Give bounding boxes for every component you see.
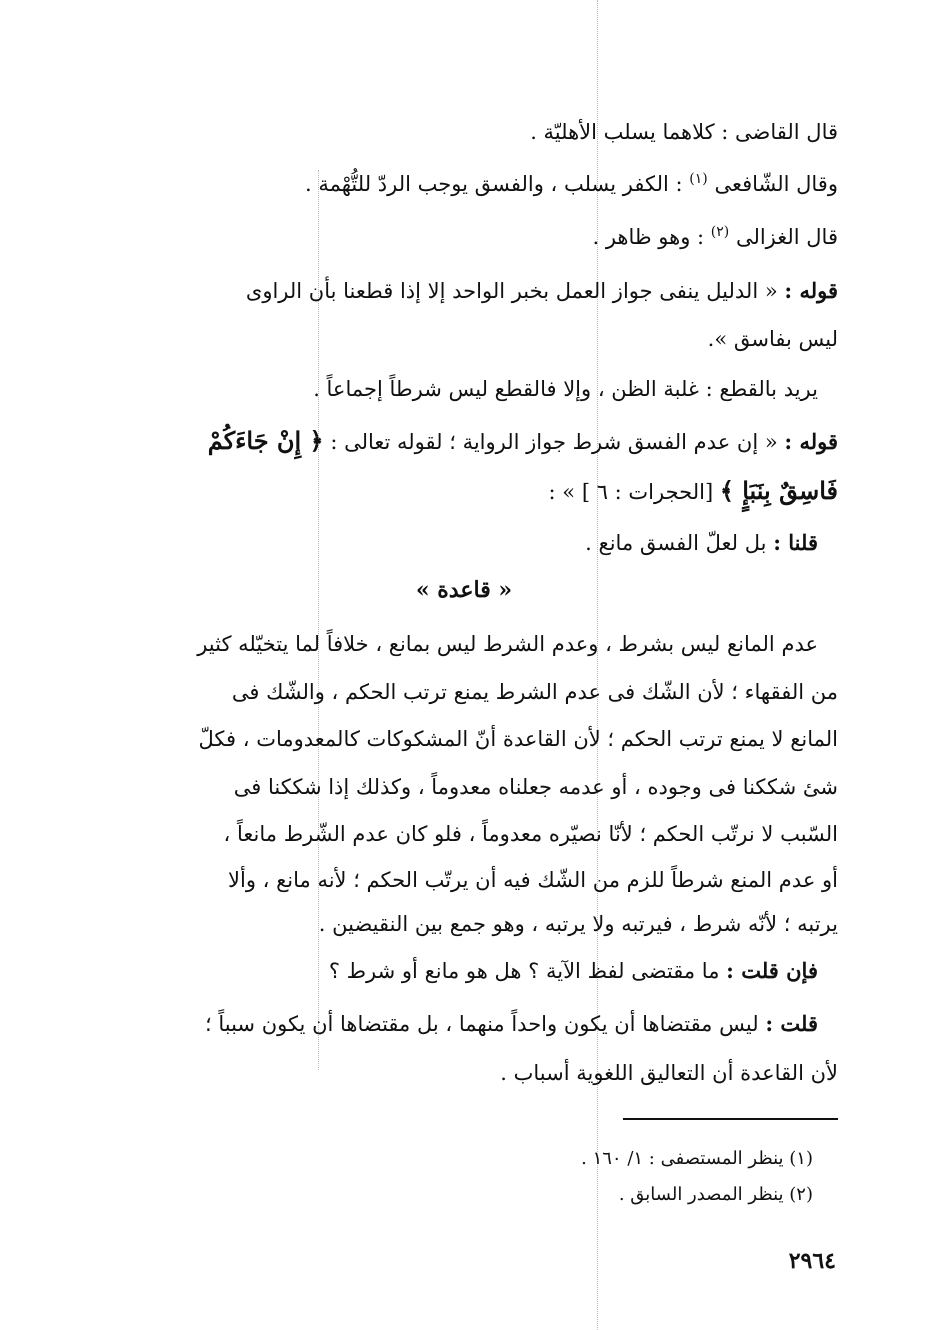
keyword: قوله :: [784, 278, 838, 303]
paragraph-line: عدم المانع ليس بشرط ، وعدم الشرط ليس بمانع ، خلافاً لما يتخيّله كثير: [197, 632, 818, 656]
text-segment: بل لعلّ الفسق مانع .: [585, 531, 767, 555]
text-segment: وقال الشّافعى: [714, 172, 838, 196]
text-segment: قال الغزالى: [735, 225, 838, 249]
footnote-ref: (٢): [710, 224, 730, 240]
text-line: [113, 530, 818, 555]
footnote: (١) ينظر المستصفى : ١/ ١٦٠ .: [581, 1148, 813, 1169]
keyword: فإن قلت :: [726, 958, 818, 983]
footnote-separator: [623, 1118, 838, 1120]
text-line: ليس بفاسق ».: [707, 327, 838, 351]
text-line: [133, 172, 838, 196]
scan-guide-line: [597, 0, 598, 1330]
text-line: قال القاضى : كلاهما يسلب الأهليّة .: [530, 120, 838, 144]
paragraph-line: شئ شككنا فى وجوده ، أو عدمه جعلناه معدوماً ، وكذلك إذا شككنا فى: [233, 775, 838, 799]
text-segment: ما مقتضى لفظ الآية ؟ هل هو مانع أو شرط ؟: [328, 959, 720, 983]
paragraph-line: أو عدم المنع شرطاً للزم من الشّك فيه أن يرتّب الحكم ؛ لأنه مانع ، وألا: [228, 868, 838, 892]
text-line: [133, 426, 838, 455]
text-segment: « إن عدم الفسق شرط جواز الرواية ؛ لقوله تعالى :: [330, 430, 778, 454]
text-line: يريد بالقطع : غلبة الظن ، وإلا فالقطع ليس شرطاً إجماعاً .: [313, 377, 818, 401]
text-line: [133, 476, 838, 505]
paragraph-line: السّبب لا نرتّب الحكم ؛ لأنّا نصيّره معدوماً ، فلو كان عدم الشّرط مانعاً ،: [223, 822, 838, 846]
text-segment: « الدليل ينفى جواز العمل بخبر الواحد إلا إذا قطعنا بأن الراوى: [245, 279, 778, 303]
text-segment: ليس مقتضاها أن يكون واحداً منهما ، بل مقتضاها أن يكون سبباً ؛: [205, 1012, 759, 1036]
footnote-ref: (١): [689, 171, 708, 187]
keyword: قلت :: [765, 1011, 818, 1036]
paragraph-line: يرتبه ؛ لأنّه شرط ، فيرتبه ولا يرتبه ، وهو جمع بين النقيضين .: [318, 912, 838, 936]
quran-verse: فَاسِقٌ بِنَبَإٍ ﴾: [719, 476, 838, 505]
answer-line: [113, 1011, 818, 1036]
footnote: (٢) ينظر المصدر السابق .: [618, 1184, 813, 1205]
quran-verse: ﴿ إِنْ جَاءَكُمْ: [207, 426, 324, 455]
keyword: قوله :: [784, 429, 838, 454]
paragraph-line: المانع لا يمنع ترتب الحكم ؛ لأن القاعدة أنّ المشكوكات كالمعدومات ، فكلّ: [198, 727, 838, 751]
section-heading: « قاعدة »: [415, 577, 513, 603]
page-number: ٢٩٦٤: [788, 1248, 836, 1274]
keyword: قلنا :: [773, 530, 818, 555]
text-line: [133, 278, 838, 303]
text-segment: [الحجرات : ٦ ] » :: [548, 480, 714, 504]
paragraph-line: من الفقهاء ؛ لأن الشّك فى عدم الشرط يمنع ترتب الحكم ، والشّك فى: [231, 680, 838, 704]
answer-line: لأن القاعدة أن التعاليق اللغوية أسباب .: [500, 1061, 838, 1085]
text-line: [133, 225, 838, 249]
text-segment: : الكفر يسلب ، والفسق يوجب الردّ للتُّهْمة .: [304, 172, 683, 196]
question-line: [113, 958, 818, 983]
text-segment: : وهو ظاهر .: [592, 225, 705, 249]
